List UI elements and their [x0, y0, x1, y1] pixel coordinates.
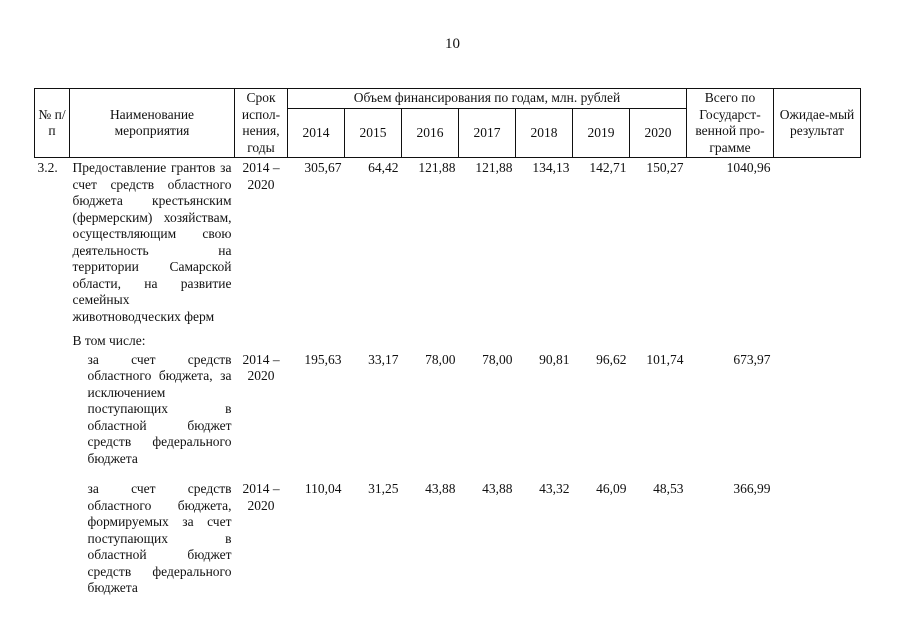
row-result: [774, 481, 861, 611]
row-value: 121,88: [418, 160, 456, 175]
row-value: 78,00: [425, 351, 456, 367]
row-value: 150,27: [646, 160, 684, 175]
row-value: 90,81: [539, 351, 570, 367]
row-total: 1040,96: [726, 160, 771, 175]
row-label: В том числе:: [72, 333, 146, 348]
row-value: 43,88: [425, 481, 456, 496]
row-result: [774, 158, 861, 334]
row-value: 305,67: [304, 160, 342, 175]
row-value: 46,09: [596, 481, 627, 496]
row-value: 110,04: [304, 481, 342, 496]
table-row: [35, 158, 861, 334]
header-year: 2017: [459, 109, 516, 158]
row-value: 43,32: [539, 481, 570, 496]
row-value: 134,13: [532, 160, 570, 175]
row-num: 3.2.: [37, 160, 58, 175]
row-value: 78,00: [482, 351, 513, 367]
header-result: Ожидае-мый результат: [774, 89, 861, 158]
header-year: 2019: [573, 109, 630, 158]
row-value: 142,71: [589, 160, 627, 175]
row-term: 2014 – 2020: [242, 160, 280, 192]
row-num: [35, 352, 70, 482]
table-row: [35, 352, 861, 482]
row-total: 366,99: [733, 481, 771, 496]
financing-table: [34, 88, 861, 611]
row-value: 48,53: [653, 481, 684, 496]
row-term: 2014 – 2020: [242, 351, 280, 383]
header-num: № п/п: [35, 89, 70, 158]
header-term: Срок испол-нения, годы: [235, 89, 288, 158]
row-value: 43,88: [482, 481, 513, 496]
header-total: Всего по Государст-венной про-грамме: [687, 89, 774, 158]
header-name: Наименование мероприятия: [70, 89, 235, 158]
table-header: [35, 89, 861, 158]
header-year: 2014: [288, 109, 345, 158]
header-year: 2020: [630, 109, 687, 158]
row-value: 64,42: [368, 160, 399, 175]
page-number: 10: [445, 36, 460, 52]
header-year: 2016: [402, 109, 459, 158]
row-name: Предоставление грантов за счет средств областного бюджета крестьянским (фермерским) хозяйствам, осуществляющим свою деятельность на территории Самарской области, на развитие семейных животноводческих ферм: [72, 160, 232, 324]
row-total: 673,97: [733, 351, 771, 367]
header-financing: Объем финансирования по годам, млн. рублей: [288, 89, 687, 109]
header-year: 2018: [516, 109, 573, 158]
row-value: 33,17: [368, 351, 399, 367]
table-row: [35, 333, 861, 352]
row-value: 96,62: [596, 351, 627, 367]
row-term: 2014 – 2020: [242, 481, 280, 513]
row-value: 101,74: [646, 351, 684, 367]
header-year: 2015: [345, 109, 402, 158]
row-name: за счет средств областного бюджета, формируемых за счет поступающих в областной бюджет средств федерального бюджета: [87, 481, 232, 595]
table-body: [35, 158, 861, 611]
table-row: [35, 481, 861, 611]
row-num: [35, 481, 70, 611]
row-result: [774, 352, 861, 482]
row-value: 121,88: [475, 160, 513, 175]
row-value: 195,63: [304, 351, 342, 367]
row-name: за счет средств областного бюджета, за исключением поступающих в областной бюджет средств федерального бюджета: [87, 351, 232, 466]
row-value: 31,25: [368, 481, 399, 496]
